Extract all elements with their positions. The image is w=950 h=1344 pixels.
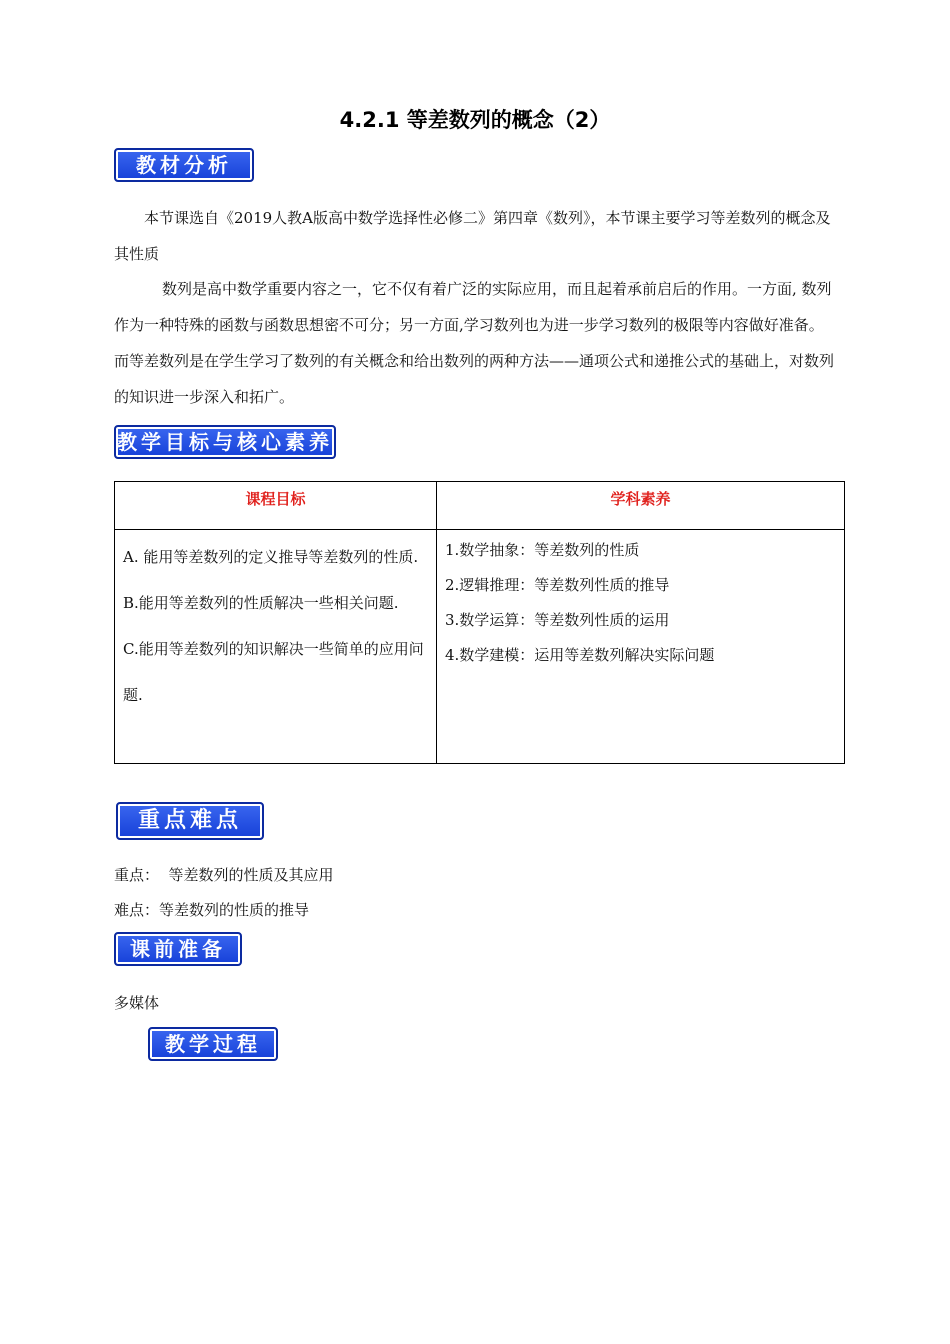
- difficult-point-text: 难点：等差数列的性质的推导: [114, 901, 310, 919]
- page-title: 4.2.1 等差数列的概念（2）: [339, 108, 611, 132]
- literacy-item: 1.数学抽象：等差数列的性质: [445, 541, 640, 559]
- literacy-item: 2.逻辑推理：等差数列性质的推导: [445, 576, 670, 594]
- section-badge-preparation: 课前准备: [114, 932, 242, 966]
- table-header-literacy: 学科素养: [437, 482, 845, 530]
- course-goal-item: B.能用等差数列的性质解决一些相关问题.: [123, 594, 399, 612]
- analysis-paragraph-1: 本节课选自《2019人教A版高中数学选择性必修二》第四章《数列》，本节课主要学习等差数列的概念及其性质: [114, 209, 831, 263]
- literacy-item: 3.数学运算：等差数列性质的运用: [445, 611, 670, 629]
- section-badge-process: 教学过程: [148, 1027, 278, 1061]
- goals-table: [114, 481, 845, 764]
- course-goal-item: C.能用等差数列的知识解决一些简单的应用问题.: [123, 640, 424, 704]
- section-badge-goals: 教学目标与核心素养: [114, 425, 336, 459]
- table-header-course-goals: 课程目标: [115, 482, 437, 530]
- course-goals-cell: [115, 530, 437, 764]
- literacy-item: 4.数学建模：运用等差数列解决实际问题: [445, 646, 715, 664]
- section-badge-keypoints: 重点难点: [116, 802, 264, 840]
- analysis-paragraph-2: 数列是高中数学重要内容之一，它不仅有着广泛的实际应用，而且起着承前启后的作用。一方面, 数列作为一种特殊的函数与函数思想密不可分；另一方面,学习数列也为进一步学习数列的极限等内容做好准备。而等差数列是在学生学习了数列的有关概念和给出数列的两种方法——通项公式和递推公式的基础上，对数列的知识进一步深入和拓广。: [114, 280, 835, 406]
- key-point-text: 重点： 等差数列的性质及其应用: [114, 866, 334, 884]
- preparation-text: 多媒体: [114, 994, 160, 1012]
- literacy-cell: [437, 530, 845, 764]
- section-badge-analysis: 教材分析: [114, 148, 254, 182]
- course-goal-item: A. 能用等差数列的定义推导等差数列的性质.: [123, 548, 419, 566]
